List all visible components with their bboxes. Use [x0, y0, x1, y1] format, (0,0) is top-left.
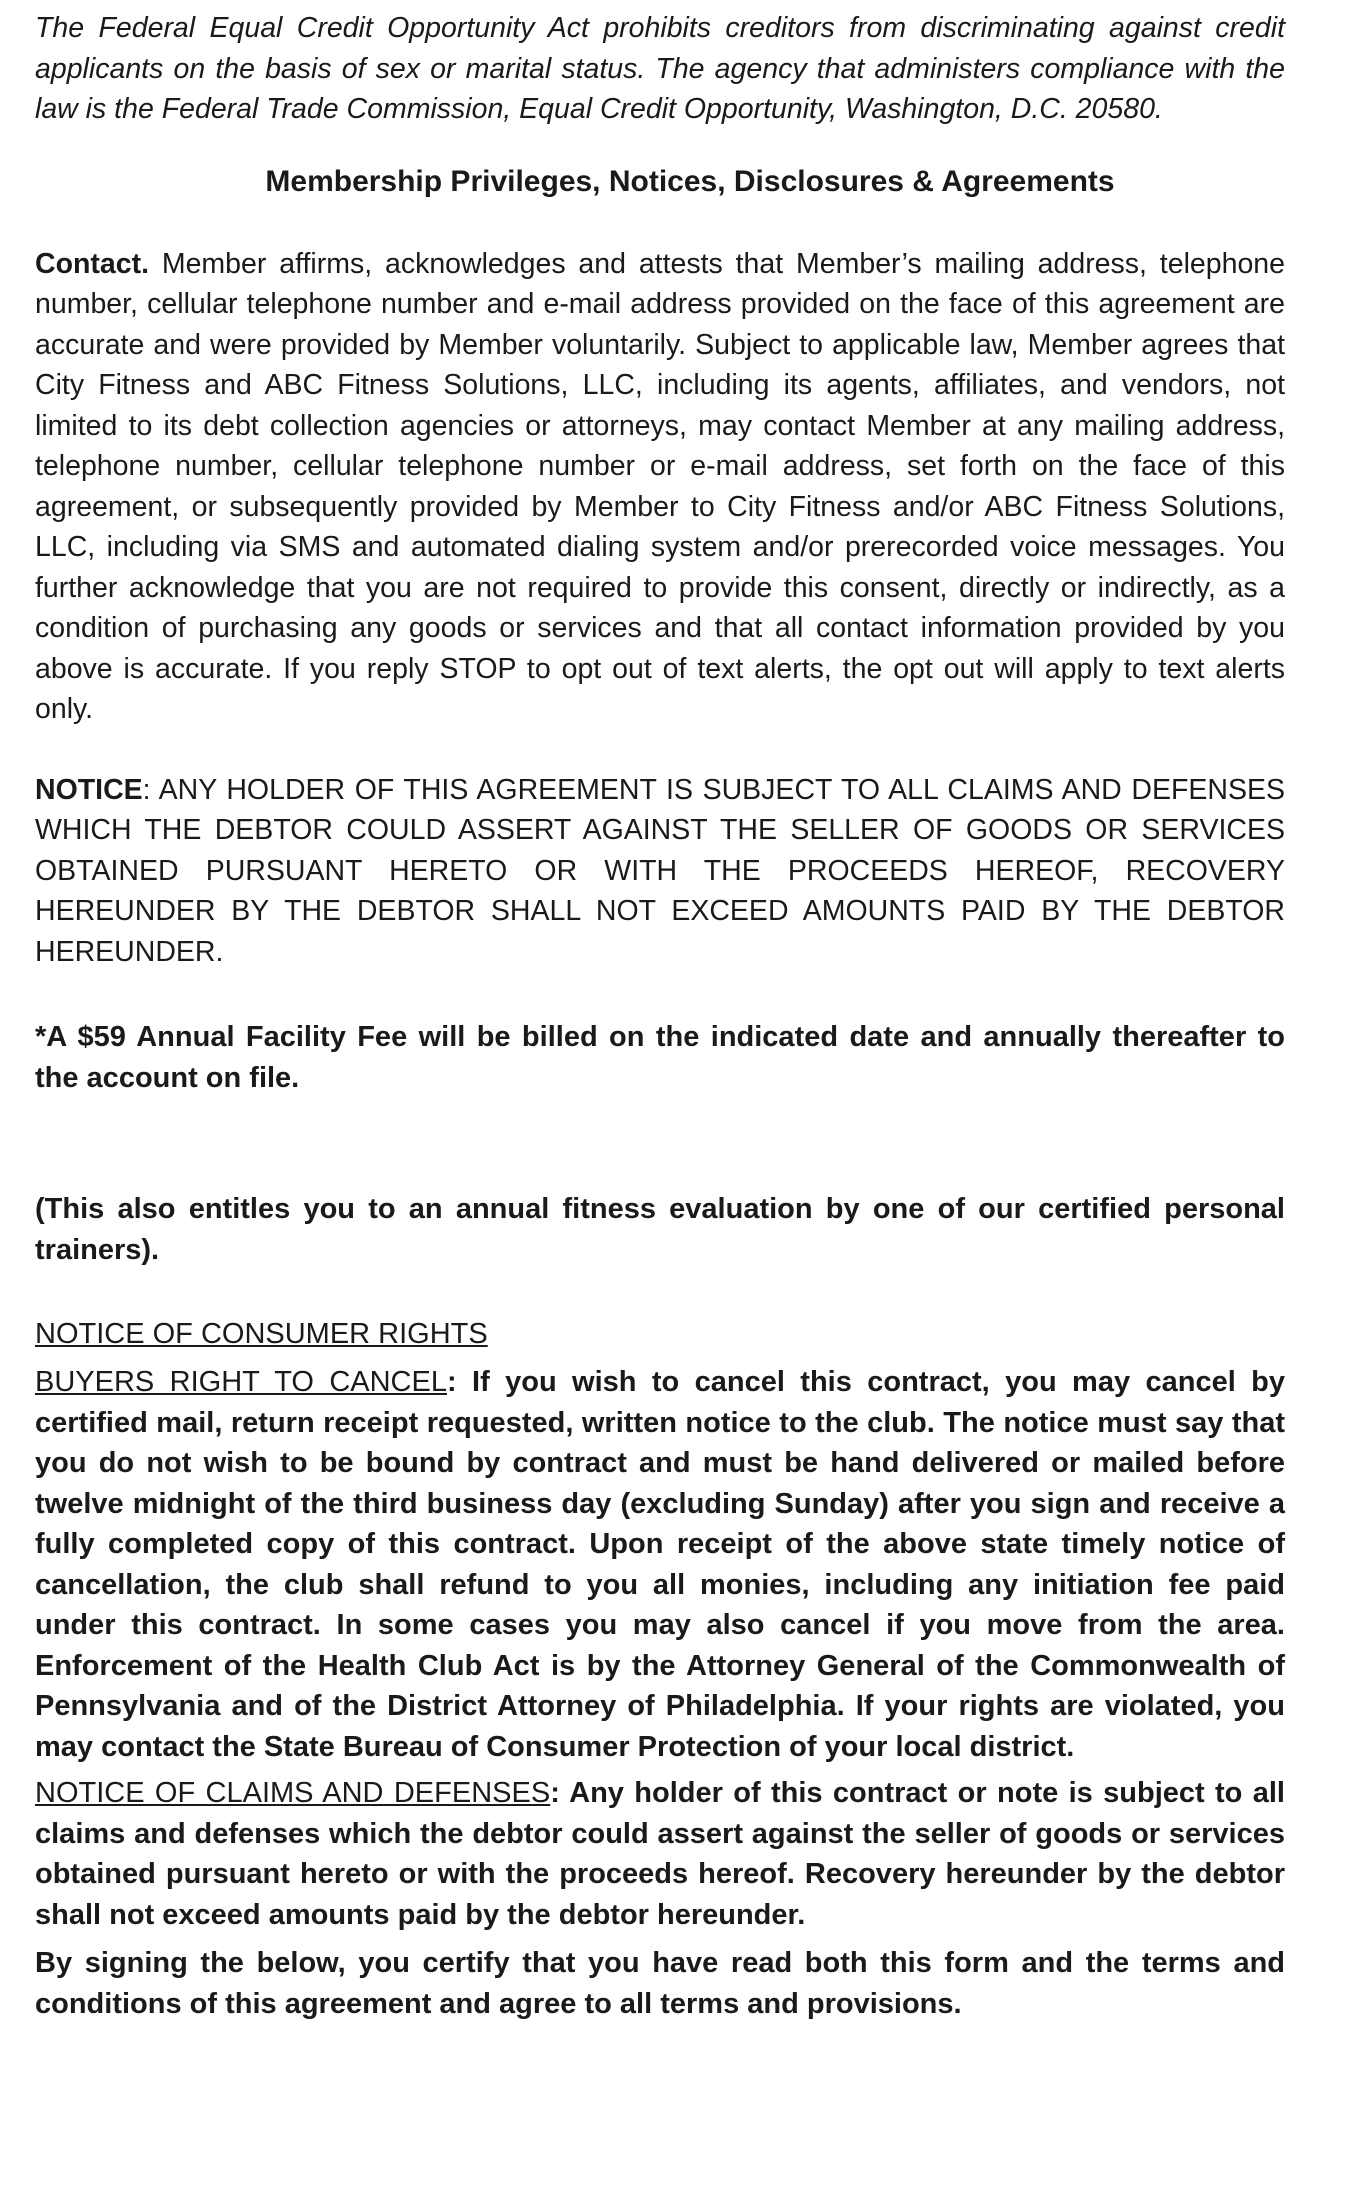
right-to-cancel-lead: BUYERS RIGHT TO CANCEL [35, 1366, 447, 1398]
contact-lead: Contact. [35, 247, 149, 280]
contact-paragraph [35, 244, 1285, 730]
claims-defenses-lead: NOTICE OF CLAIMS AND DEFENSES [35, 1777, 551, 1809]
equal-credit-notice: The Federal Equal Credit Opportunity Act prohibits creditors from discriminating against credit applicants on the basis of sex or marital status. The agency that administers compliance with the law is the Federal Trade Commission, Equal Credit Opportunity, Washington, D.C. 20580. [35, 12, 1285, 125]
right-to-cancel-paragraph [35, 1362, 1285, 1767]
holder-notice-paragraph [35, 770, 1285, 973]
consumer-rights-title: NOTICE OF CONSUMER RIGHTS [35, 1318, 488, 1350]
holder-notice-lead: NOTICE [35, 773, 143, 806]
signing-statement: By signing the below, you certify that you have read both this form and the terms and conditions of this agreement and agree to all terms and provisions. [35, 1947, 1285, 2020]
document-page [35, 8, 1285, 2024]
claims-defenses-paragraph [35, 1773, 1285, 1935]
section-heading: Membership Privileges, Notices, Disclosures & Agreements [265, 164, 1115, 198]
claims-defenses-text: : Any holder of this contract or note is subject to all claims and defenses which the debtor could assert against the seller of goods or services obtained pursuant hereto or with the proceeds hereof. Recovery hereunder by the debtor shall not exceed amounts paid by the debtor hereunder. [35, 1777, 1285, 1931]
facility-fee-paragraph: *A $59 Annual Facility Fee will be billed on the indicated date and annually thereafter to the account on file. [35, 1021, 1285, 1094]
holder-notice-text: : ANY HOLDER OF THIS AGREEMENT IS SUBJECT TO ALL CLAIMS AND DEFENSES WHICH THE DEBTOR COULD ASSERT AGAINST THE SELLER OF GOODS OR SERVICES OBTAINED PURSUANT HERETO OR WITH THE PROCEEDS HEREOF, RECOVERY HEREUNDER BY THE DEBTOR SHALL NOT EXCEED AMOUNTS PAID BY THE DEBTOR HEREUNDER. [35, 773, 1285, 968]
right-to-cancel-text: : If you wish to cancel this contract, you may cancel by certified mail, return receipt requested, written notice to the club. The notice must say that you do not wish to be bound by contract and must be hand delivered or mailed before twelve midnight of the third business day (excluding Sunday) after you sign and receive a fully completed copy of this contract. Upon receipt of the above state timely notice of cancellation, the club shall refund to you all monies, including any initiation fee paid under this contract. In some cases you may also cancel if you move from the area. Enforcement of the Health Club Act is by the Attorney General of the Commonwealth of Pennsylvania and of the District Attorney of Philadelphia. If your rights are violated, you may contact the State Bureau of Consumer Protection of your local district. [35, 1366, 1285, 1763]
contact-text: Member affirms, acknowledges and attests that Member’s mailing address, telephone number, cellular telephone number and e-mail address provided on the face of this agreement are accurate and were provided by Member voluntarily. Subject to applicable law, Member agrees that City Fitness and ABC Fitness Solutions, LLC, including its agents, affiliates, and vendors, not limited to its debt collection agencies or attorneys, may contact Member at any mailing address, telephone number, cellular telephone number or e-mail address, set forth on the face of this agreement, or subsequently provided by Member to City Fitness and/or ABC Fitness Solutions, LLC, including via SMS and automated dialing system and/or prerecorded voice messages. You further acknowledge that you are not required to provide this consent, directly or indirectly, as a condition of purchasing any goods or services and that all contact information provided by you above is accurate. If you reply STOP to opt out of text alerts, the opt out will apply to text alerts only. [35, 247, 1285, 725]
fitness-evaluation-paragraph: (This also entitles you to an annual fitness evaluation by one of our certified personal trainers). [35, 1193, 1285, 1266]
